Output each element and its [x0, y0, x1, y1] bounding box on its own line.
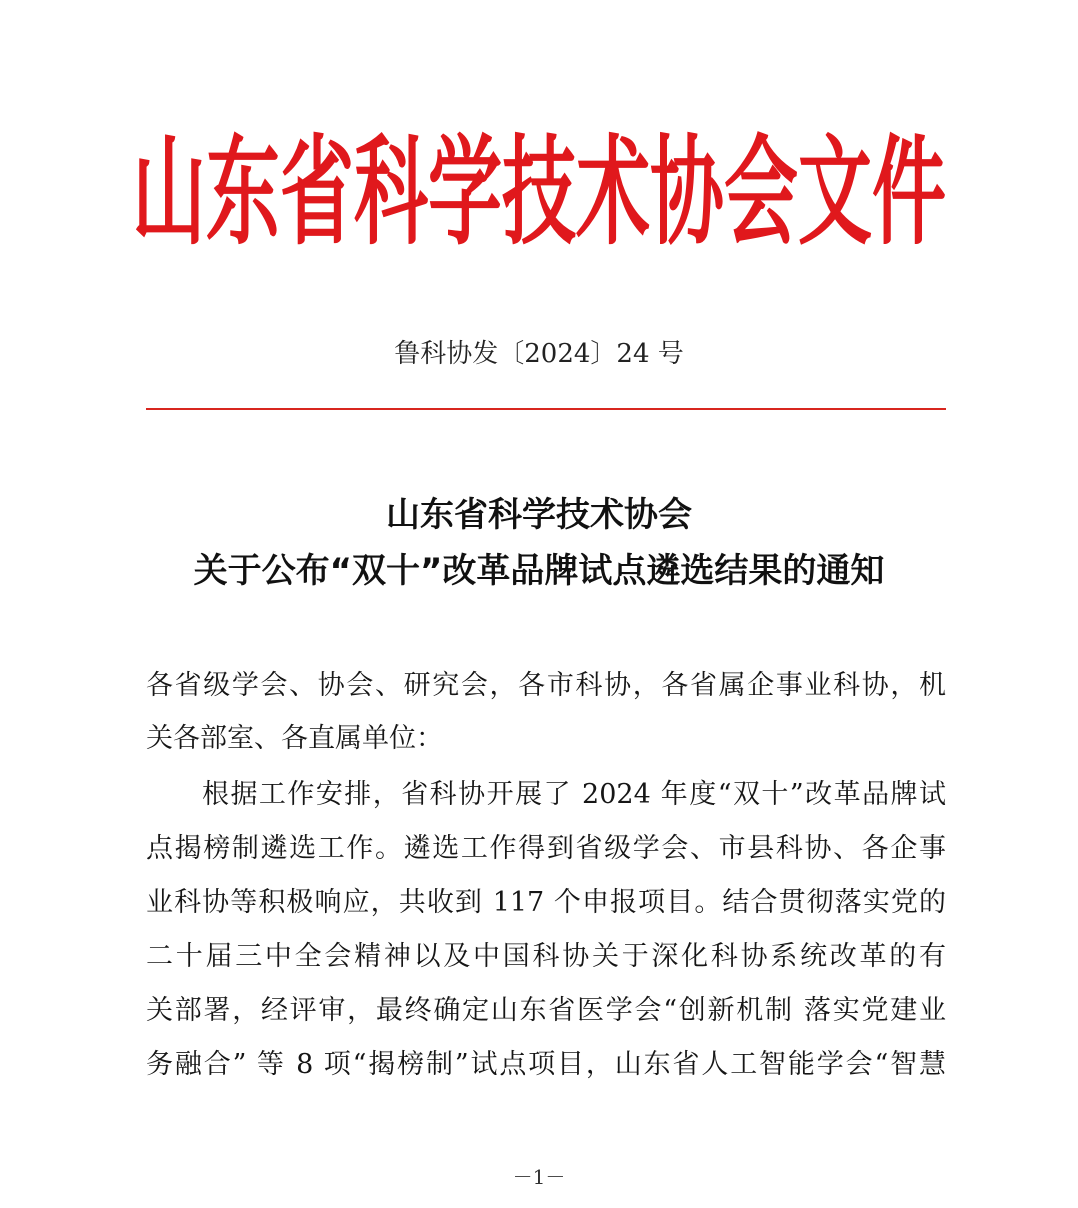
body-line-4: 点揭榜制遴选工作。遴选工作得到省级学会、市县科协、各企事: [146, 833, 946, 864]
body-line-1: 各省级学会、协会、研究会，各市科协，各省属企事业科协，机: [146, 670, 946, 701]
red-divider-line: [146, 408, 946, 410]
body-line-8: 务融合” 等 8 项“揭榜制”试点项目，山东省人工智能学会“智慧: [146, 1049, 946, 1080]
body-line-2: 关各部室、各直属单位：: [146, 723, 443, 754]
notice-title-line-1: 山东省科学技术协会: [386, 495, 692, 535]
document-number: 鲁科协发〔2024〕24 号: [394, 339, 684, 369]
body-line-5: 业科协等积极响应，共收到 117 个申报项目。结合贯彻落实党的: [146, 887, 946, 918]
body-line-7: 关部署，经评审，最终确定山东省医学会“创新机制 落实党建业: [146, 995, 946, 1026]
body-line-3: 根据工作安排，省科协开展了 2024 年度“双十”改革品牌试: [202, 779, 946, 810]
document-masthead: 山东省科学技术协会文件: [132, 124, 946, 262]
notice-title-line-2: 关于公布“双十”改革品牌试点遴选结果的通知: [193, 551, 885, 591]
page-number: －1－: [512, 1165, 566, 1189]
body-line-6: 二十届三中全会精神以及中国科协关于深化科协系统改革的有: [146, 941, 946, 972]
